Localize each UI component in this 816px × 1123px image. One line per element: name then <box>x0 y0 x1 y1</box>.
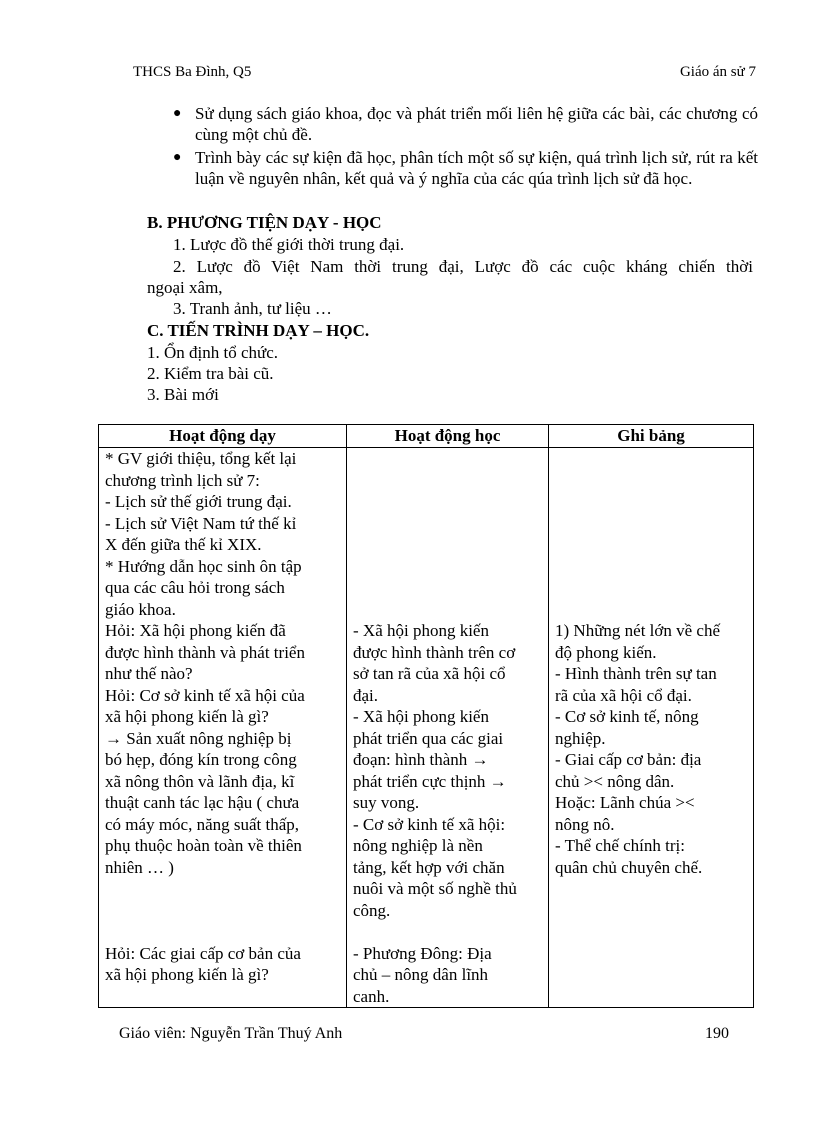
cell-line: → Sản xuất nông nghiệp bị <box>105 728 292 748</box>
cell-line: - Phương Đông: Địa <box>353 943 492 963</box>
section-c-title: C. TIẾN TRÌNH DẠY – HỌC. <box>147 321 370 340</box>
blank-line <box>555 534 749 556</box>
cell-line: phụ thuộc hoàn toàn về thiên <box>105 836 302 855</box>
cell-line: qua các câu hỏi trong sách <box>105 578 285 597</box>
cell-line: quân chủ chuyên chế. <box>555 857 703 877</box>
cell-line: được hình thành trên cơ <box>353 642 516 662</box>
blank-line <box>555 448 749 470</box>
header-subject: Giáo án sử 7 <box>679 64 756 80</box>
bullet-icon: ● <box>173 106 182 121</box>
cell-line: - Cơ sở kinh tế, nông <box>555 707 699 726</box>
blank-line <box>353 513 544 535</box>
blank-line <box>555 599 749 621</box>
objective-text: Sử dụng sách giáo khoa, đọc và phát triển mối liên hệ giữa các bài, các chương có cùng một chủ đề. <box>195 104 758 144</box>
cell-line: * GV giới thiệu, tổng kết lại <box>105 449 297 468</box>
header-learning: Hoạt động học <box>347 425 549 448</box>
cell-line: bó hẹp, đóng kín trong công <box>105 750 297 769</box>
section-c-item: 2. Kiểm tra bài cũ. <box>147 364 274 383</box>
blank-line <box>555 513 749 535</box>
header-school: THCS Ba Đình, Q5 <box>133 64 252 80</box>
cell-line: nhiên … ) <box>105 857 174 877</box>
cell-line: Hoặc: Lãnh chúa >< <box>555 793 695 812</box>
cell-line: Hỏi: Cơ sở kinh tế xã hội của <box>105 685 305 705</box>
cell-line: canh. <box>353 986 390 1006</box>
cell-line: công. <box>353 900 391 920</box>
cell-line: tảng, kết hợp với chăn <box>353 857 505 877</box>
cell-line: thuật canh tác lạc hậu ( chưa <box>105 793 300 812</box>
lesson-plan-table <box>98 424 754 1008</box>
cell-line: nghiệp. <box>555 728 606 748</box>
cell-line: đoạn: hình thành → <box>353 750 489 769</box>
cell-line: rã của xã hội cổ đại. <box>555 685 692 705</box>
cell-line: có máy móc, năng suất thấp, <box>105 814 300 834</box>
teaching-cell <box>99 448 347 1008</box>
cell-line: sở tan rã của xã hội cổ <box>353 664 506 683</box>
cell-line: - Lịch sử Việt Nam tứ thế kỉ <box>105 513 297 533</box>
blank-line <box>555 491 749 513</box>
blank-line <box>555 556 749 578</box>
objective-text: Trình bày các sự kiện đã học, phân tích một số sự kiện, quá trình lịch sử, rút ra kết luận về nguyên nhân, kết quả và ý nghĩa của các qúa trình lịch sử đã học. <box>195 148 758 188</box>
cell-line: - Thể chế chính trị: <box>555 836 685 855</box>
section-b-item: 3. Tranh ảnh, tư liệu … <box>173 299 332 318</box>
bullet-icon: ● <box>173 150 182 165</box>
cell-line: - Giai cấp cơ bản: địa <box>555 750 702 769</box>
cell-line: * Hướng dẫn học sinh ôn tập <box>105 556 302 576</box>
cell-line: - Cơ sở kinh tế xã hội: <box>353 814 506 834</box>
section-b-item: 1. Lược đồ thế giới thời trung đại. <box>173 235 405 254</box>
blank-line <box>105 921 342 943</box>
cell-line: chủ – nông dân lĩnh <box>353 965 489 984</box>
cell-line: chủ >< nông dân. <box>555 771 675 791</box>
section-b-item: ngoại xâm, <box>147 278 223 297</box>
cell-line: xã hội phong kiến là gì? <box>105 707 269 726</box>
section-b-item: 2. Lược đồ Việt Nam thời trung đại, Lược đồ các cuộc kháng chiến thời <box>173 257 753 276</box>
blank-line <box>105 900 342 922</box>
cell-line: đại. <box>353 685 379 705</box>
blank-line <box>353 491 544 513</box>
section-b-title: B. PHƯƠNG TIỆN DẠY - HỌC <box>147 213 382 232</box>
cell-line: - Xã hội phong kiến <box>353 621 489 640</box>
cell-line: giáo khoa. <box>105 599 176 619</box>
blank-line <box>353 921 544 943</box>
section-c-item: 3. Bài mới <box>147 385 219 404</box>
blank-line <box>555 470 749 492</box>
header-teaching: Hoạt động dạy <box>99 425 347 448</box>
blank-line <box>555 577 749 599</box>
cell-line: - Hình thành trên sự tan <box>555 664 717 683</box>
cell-line: Hỏi: Xã hội phong kiến đã <box>105 621 286 640</box>
objective-item <box>173 103 758 145</box>
learning-cell <box>347 448 549 1008</box>
blank-line <box>353 448 544 470</box>
cell-line: độ phong kiến. <box>555 642 657 662</box>
cell-line: Hỏi: Các giai cấp cơ bản của <box>105 943 301 963</box>
blank-line <box>353 470 544 492</box>
header-board: Ghi bảng <box>549 425 754 448</box>
cell-line: - Lịch sử thế giới trung đại. <box>105 492 292 511</box>
cell-line: 1) Những nét lớn về chế <box>555 621 721 640</box>
cell-line: suy vong. <box>353 793 420 812</box>
cell-line: - Xã hội phong kiến <box>353 707 489 726</box>
cell-line: xã hội phong kiến là gì? <box>105 965 269 984</box>
cell-line: như thế nào? <box>105 664 193 683</box>
cell-line: phát triển qua các giai <box>353 728 504 748</box>
cell-line: nông nghiệp là nền <box>353 836 483 855</box>
blank-line <box>353 556 544 578</box>
cell-line: nuôi và một số nghề thủ <box>353 879 517 898</box>
blank-line <box>353 577 544 599</box>
cell-line: X đến giữa thế kỉ XIX. <box>105 535 262 554</box>
blank-line <box>353 534 544 556</box>
cell-line: nông nô. <box>555 814 615 834</box>
cell-line: xã nông thôn và lãnh địa, kĩ <box>105 771 295 791</box>
page-number: 190 <box>705 1025 729 1042</box>
cell-line: được hình thành và phát triển <box>105 642 305 662</box>
board-cell <box>549 448 754 1008</box>
table-header-row <box>99 425 754 448</box>
section-c-item: 1. Ổn định tổ chức. <box>147 343 279 362</box>
blank-line <box>105 878 342 900</box>
blank-line <box>353 599 544 621</box>
cell-line: chương trình lịch sử 7: <box>105 470 260 490</box>
objective-item <box>173 147 758 189</box>
table-row <box>99 448 754 1008</box>
footer-teacher: Giáo viên: Nguyễn Trần Thuý Anh <box>119 1025 343 1042</box>
cell-line: phát triển cực thịnh → <box>353 771 507 791</box>
